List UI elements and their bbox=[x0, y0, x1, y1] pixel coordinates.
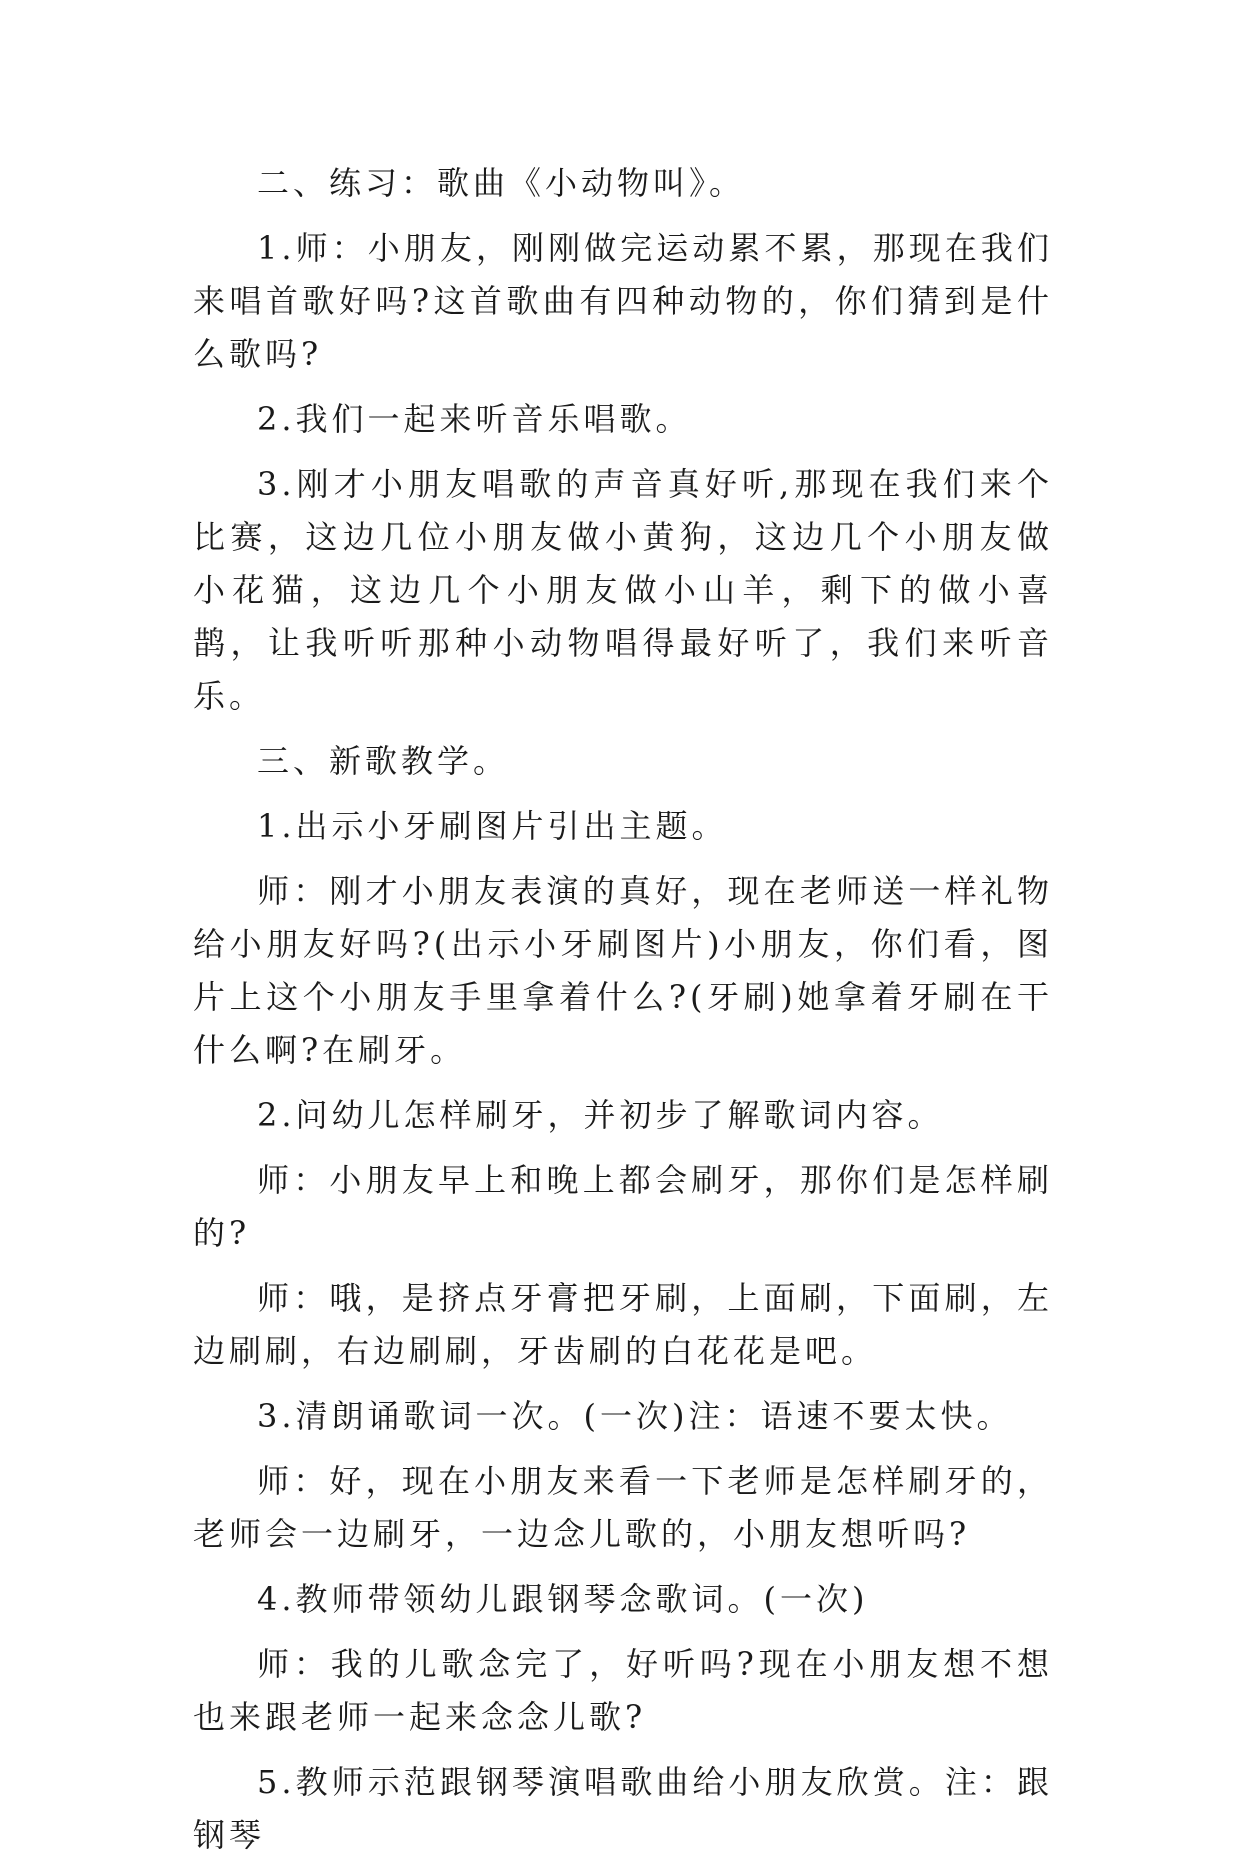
paragraph-practice-step-1: 1.师：小朋友，刚刚做完运动累不累，那现在我们来唱首歌好吗?这首歌曲有四种动物的，你们猜到是什么歌吗? bbox=[193, 229, 1053, 373]
paragraph-teaching-step-1: 1.出示小牙刷图片引出主题。 bbox=[257, 807, 728, 845]
paragraph-section-2-heading: 二、练习：歌曲《小动物叫》。 bbox=[257, 164, 746, 202]
document-body bbox=[193, 157, 1053, 1874]
paragraph-teacher-dialogue-4: 师：好，现在小朋友来看一下老师是怎样刷牙的，老师会一边刷牙，一边念儿歌的，小朋友想听吗? bbox=[193, 1462, 1053, 1553]
paragraph-section-3-heading: 三、新歌教学。 bbox=[257, 742, 510, 780]
paragraph-teacher-dialogue-3: 师：哦，是挤点牙膏把牙刷，上面刷，下面刷，左边刷刷，右边刷刷，牙齿刷的白花花是吧。 bbox=[193, 1279, 1053, 1370]
paragraph-teaching-step-4: 4.教师带领幼儿跟钢琴念歌词。(一次) bbox=[257, 1580, 869, 1618]
paragraph-teaching-step-2: 2.问幼儿怎样刷牙，并初步了解歌词内容。 bbox=[257, 1096, 944, 1134]
paragraph-teacher-dialogue-5: 师：我的儿歌念完了，好听吗?现在小朋友想不想也来跟老师一起来念念儿歌? bbox=[193, 1645, 1053, 1736]
paragraph-teaching-step-3: 3.清朗诵歌词一次。(一次)注：语速不要太快。 bbox=[257, 1397, 1013, 1435]
paragraph-teacher-dialogue-1: 师：刚才小朋友表演的真好，现在老师送一样礼物给小朋友好吗?(出示小牙刷图片)小朋友，你们看，图片上这个小朋友手里拿着什么?(牙刷)她拿着牙刷在干什么啊?在刷牙。 bbox=[193, 872, 1053, 1069]
paragraph-practice-step-3: 3.刚才小朋友唱歌的声音真好听,那现在我们来个比赛，这边几位小朋友做小黄狗，这边几个小朋友做小花猫，这边几个小朋友做小山羊，剩下的做小喜鹊，让我听听那种小动物唱得最好听了，我们来听音乐。 bbox=[193, 465, 1053, 715]
paragraph-teaching-step-5: 5.教师示范跟钢琴演唱歌曲给小朋友欣赏。注：跟钢琴 bbox=[193, 1763, 1053, 1854]
paragraph-practice-step-2: 2.我们一起来听音乐唱歌。 bbox=[257, 400, 692, 438]
paragraph-teacher-dialogue-2: 师：小朋友早上和晚上都会刷牙，那你们是怎样刷的? bbox=[193, 1161, 1053, 1252]
